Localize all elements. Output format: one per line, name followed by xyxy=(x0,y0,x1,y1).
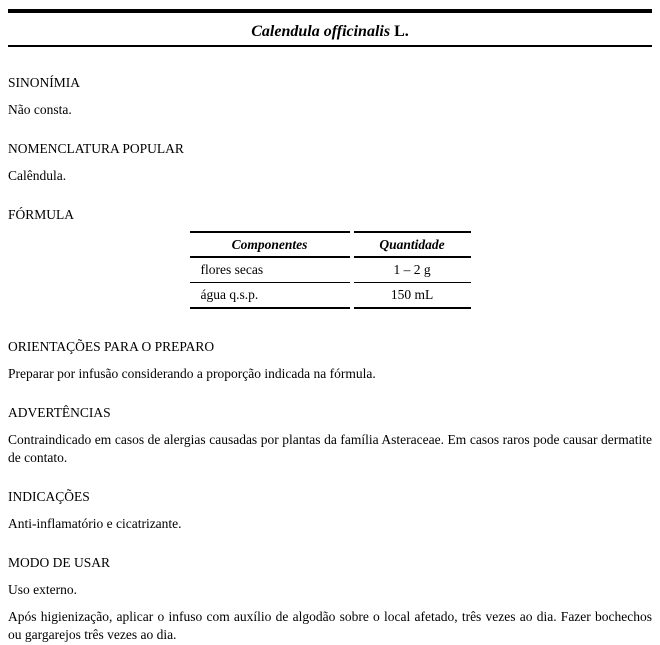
paragraph-indicacoes: Anti-inflamatório e cicatrizante. xyxy=(8,516,182,531)
section-heading-modo-de-usar: MODO DE USAR xyxy=(8,555,111,570)
page-title-author-abbrev: L. xyxy=(394,23,409,40)
table-row xyxy=(190,258,471,283)
paragraph-modo-de-usar-1: Uso externo. xyxy=(8,582,77,597)
formula-table-header-componentes: Componentes xyxy=(190,231,350,258)
section-heading-sinonimia: SINONÍMIA xyxy=(8,75,80,90)
title-underline-rule xyxy=(8,45,652,47)
section-heading-nomenclatura-popular: NOMENCLATURA POPULAR xyxy=(8,141,184,156)
section-heading-indicacoes: INDICAÇÕES xyxy=(8,489,90,504)
page-title-latin-name: Calendula officinalis xyxy=(251,23,391,40)
table-cell-quantidade: 150 mL xyxy=(354,283,471,309)
formula-table-header-row xyxy=(190,231,471,258)
paragraph-orientacoes: Preparar por infusão considerando a proporção indicada na fórmula. xyxy=(8,366,376,381)
paragraph-sinonimia: Não consta. xyxy=(8,102,72,117)
section-heading-formula: FÓRMULA xyxy=(8,207,75,222)
paragraph-modo-de-usar-2: Após higienização, aplicar o infuso com auxílio de algodão sobre o local afetado, três vezes ao dia. Fazer bochechos ou gargarejos três vezes ao dia. xyxy=(8,609,652,642)
formula-table-header-quantidade: Quantidade xyxy=(354,231,471,258)
table-cell-quantidade: 1 – 2 g xyxy=(354,258,471,283)
section-heading-orientacoes: ORIENTAÇÕES PARA O PREPARO xyxy=(8,339,215,354)
top-rule xyxy=(8,9,652,13)
formula-table xyxy=(186,231,475,309)
section-heading-advertencias: ADVERTÊNCIAS xyxy=(8,405,111,420)
table-row xyxy=(190,283,471,309)
table-cell-componente: flores secas xyxy=(190,258,350,283)
table-cell-componente: água q.s.p. xyxy=(190,283,350,309)
paragraph-advertencias: Contraindicado em casos de alergias causadas por plantas da família Asteraceae. Em casos raros pode causar dermatite de contato. xyxy=(8,432,652,465)
page-title xyxy=(8,21,652,43)
paragraph-nomenclatura-popular: Calêndula. xyxy=(8,168,67,183)
